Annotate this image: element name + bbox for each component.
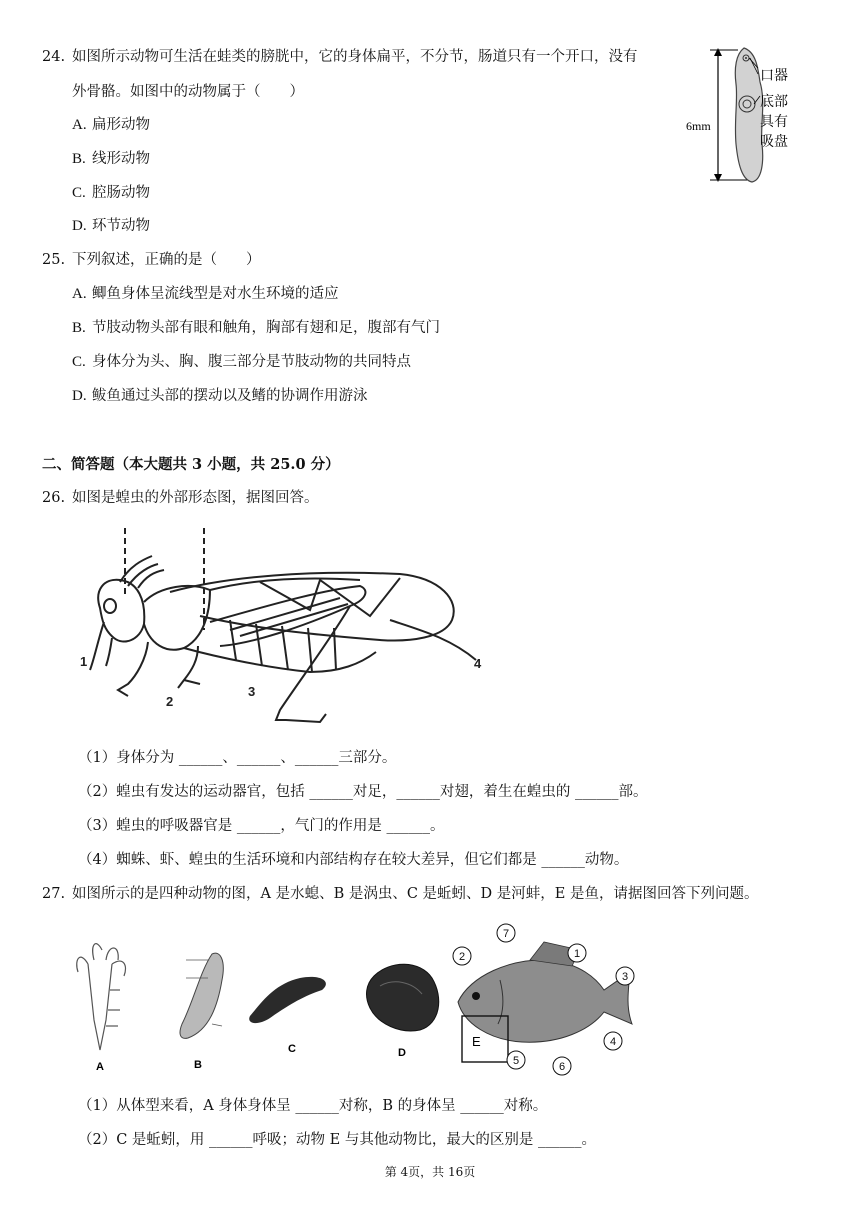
- earthworm-icon: [249, 977, 326, 1023]
- label-2: 2: [166, 694, 174, 709]
- q25-number: 25.: [42, 252, 66, 268]
- mussel-icon: [367, 964, 439, 1031]
- letter-b: B: [194, 1059, 202, 1071]
- svg-text:6: 6: [559, 1061, 566, 1073]
- svg-text:1: 1: [574, 948, 581, 960]
- letter-c: C: [288, 1043, 296, 1055]
- letter-d: D: [398, 1047, 406, 1059]
- q26-part-2: （2）蝗虫有发达的运动器官，包括 ______对足，______对翅，着生在蝗虫的 ______部。: [78, 784, 648, 800]
- svg-text:2: 2: [459, 951, 466, 963]
- q24-option-c: C. 腔肠动物: [72, 185, 150, 201]
- q24-number: 24.: [42, 49, 66, 65]
- q25-option-a: A. 鲫鱼身体呈流线型是对水生环境的适应: [72, 286, 339, 302]
- label-1: 1: [80, 654, 88, 669]
- q27-stem: 如图所示的是四种动物的图，A 是水螅、B 是涡虫、C 是蚯蚓、D 是河蚌，E 是鱼，请据图回答下列问题。: [72, 886, 759, 902]
- svg-text:3: 3: [622, 971, 629, 983]
- grasshopper-figure: [80, 520, 500, 740]
- size-label: 6mm: [686, 119, 711, 133]
- label-4: 4: [474, 656, 482, 671]
- page-footer: 第 4页，共 16页: [384, 1165, 476, 1179]
- q24-option-b: B. 线形动物: [72, 151, 150, 167]
- q24-stem-line2: 外骨骼。如图中的动物属于（ ）: [72, 84, 304, 100]
- animals-figure: [60, 920, 640, 1080]
- q24-option-a: A. 扁形动物: [72, 117, 150, 133]
- q26-part-1: （1）身体分为 ______、______、______三部分。: [78, 750, 397, 766]
- q27-number: 27.: [42, 886, 66, 902]
- planarian-icon: [180, 953, 223, 1038]
- sucker-label-3: 吸盘: [760, 133, 788, 149]
- q25-option-d: D. 鲅鱼通过头部的摆动以及鳍的协调作用游泳: [72, 388, 368, 404]
- hydra-icon: [77, 944, 126, 1050]
- svg-text:5: 5: [513, 1055, 520, 1067]
- sucker-label-2: 具有: [760, 113, 788, 129]
- q25-option-b: B. 节肢动物头部有眼和触角，胸部有翅和足，腹部有气门: [72, 320, 440, 336]
- q25-option-c: C. 身体分为头、胸、腹三部分是节肢动物的共同特点: [72, 354, 411, 370]
- q26-part-3: （3）蝗虫的呼吸器官是 ______，气门的作用是 ______。: [78, 818, 445, 834]
- fish-icon: [458, 942, 632, 1042]
- q27-part-1: （1）从体型来看，A 身体身体呈 ______对称，B 的身体呈 ______对称。: [78, 1098, 548, 1114]
- flatworm-figure: [680, 40, 820, 190]
- q26-stem: 如图是蝗虫的外部形态图，据图回答。: [72, 490, 319, 506]
- label-3: 3: [248, 684, 256, 699]
- section-heading: 二、简答题（本大题共 3 小题，共 25.0 分）: [42, 456, 340, 473]
- sucker-label-1: 底部: [760, 93, 788, 109]
- letter-a: A: [96, 1061, 104, 1073]
- svg-text:4: 4: [610, 1036, 617, 1048]
- q26-part-4: （4）蜘蛛、虾、蝗虫的生活环境和内部结构存在较大差异，但它们都是 ______动物。: [78, 852, 629, 868]
- svg-text:7: 7: [503, 928, 510, 940]
- q27-part-2: （2）C 是蚯蚓，用 ______呼吸；动物 E 与其他动物比，最大的区别是 ______。: [78, 1132, 596, 1148]
- q24-stem-line1: 如图所示动物可生活在蛙类的膀胱中，它的身体扁平，不分节，肠道只有一个开口，没有: [72, 49, 638, 65]
- q25-stem: 下列叙述，正确的是（ ）: [72, 252, 261, 268]
- q24-option-d: D. 环节动物: [72, 218, 150, 234]
- q26-number: 26.: [42, 490, 66, 506]
- mouth-label: 口器: [760, 67, 788, 83]
- fish-box-label: E: [472, 1034, 481, 1049]
